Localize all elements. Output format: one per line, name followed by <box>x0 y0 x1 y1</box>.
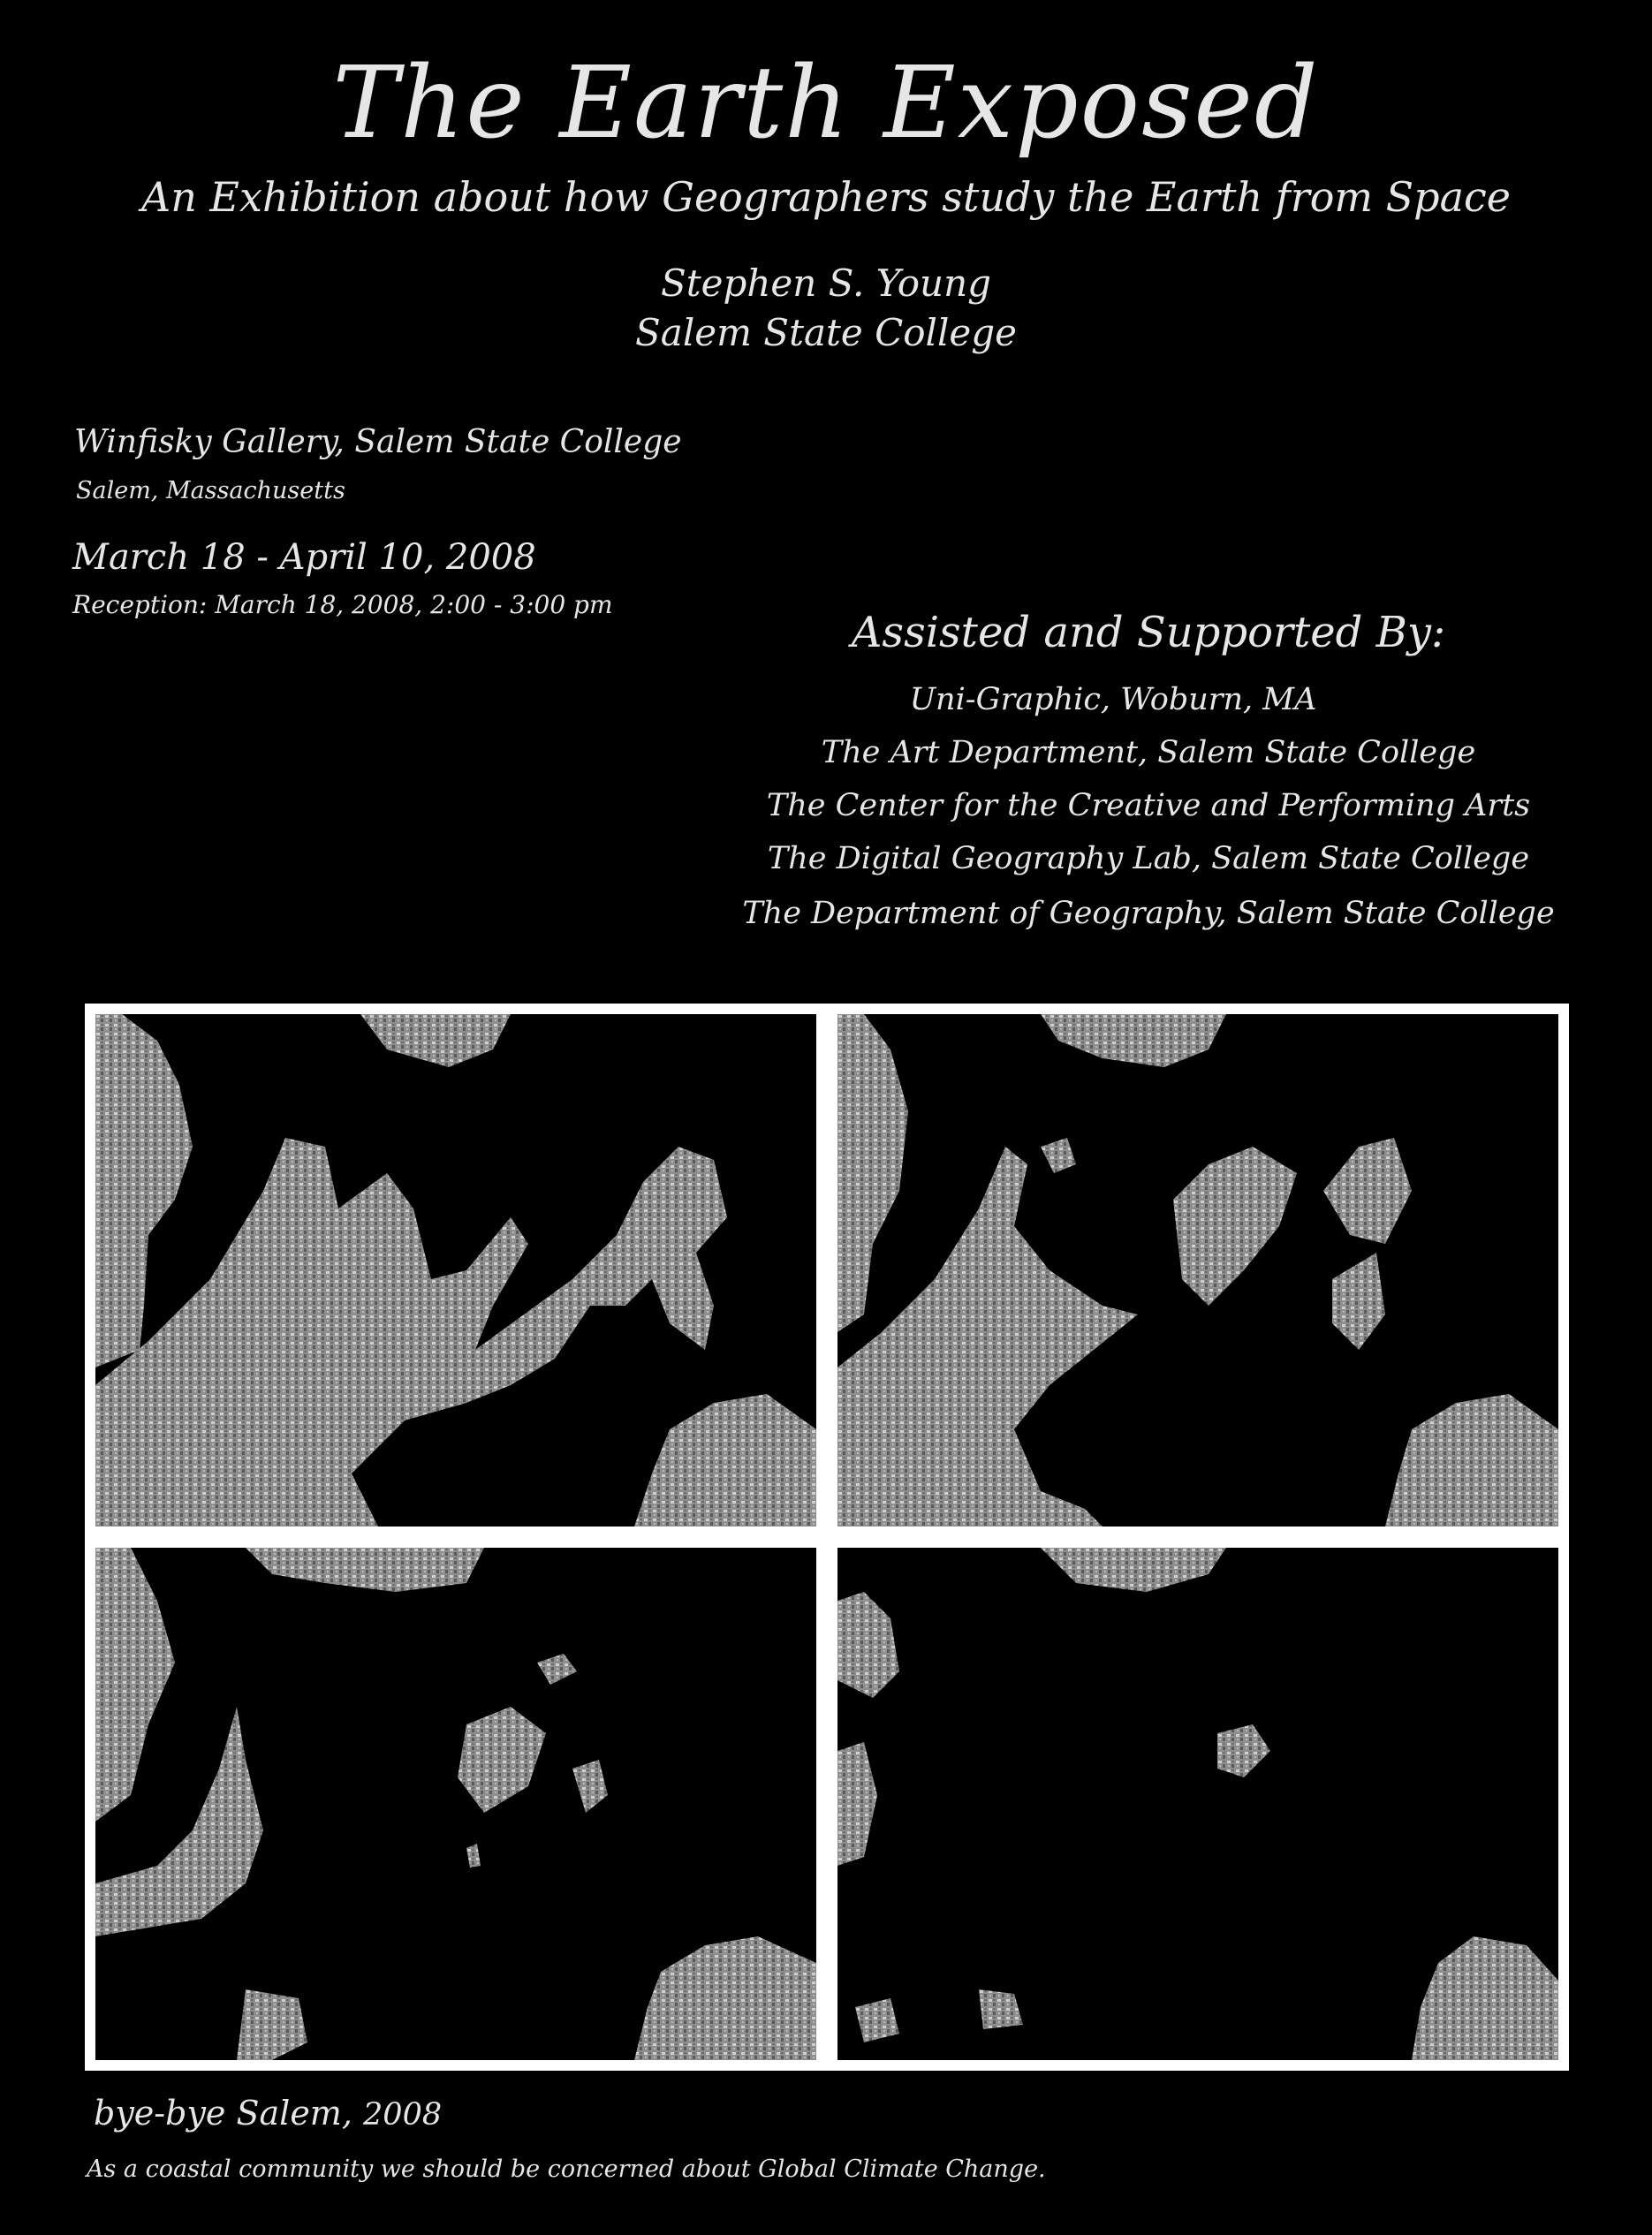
venue-gallery: Winfisky Gallery, Salem State College <box>74 424 682 460</box>
venue-city: Salem, Massachusetts <box>76 477 345 504</box>
supporters-heading: Assisted and Supported By: <box>851 608 1446 657</box>
supporter-item: Uni-Graphic, Woburn, MA <box>909 682 1317 717</box>
map-panel-3 <box>95 1548 816 2060</box>
map-panel-4 <box>837 1548 1558 2060</box>
climate-note: As a coastal community we should be concerned about Global Climate Change. <box>87 2155 1046 2183</box>
supporter-item: The Department of Geography, Salem State College <box>742 896 1555 931</box>
author-name: Stephen S. Young <box>660 261 992 305</box>
poster-subtitle: An Exhibition about how Geographers study the Earth from Space <box>140 173 1512 221</box>
supporter-item: The Digital Geography Lab, Salem State College <box>767 841 1530 876</box>
artwork-caption <box>94 2094 442 2133</box>
map-panel-2 <box>837 1014 1558 1527</box>
artwork-year: 2008 <box>363 2097 443 2133</box>
poster-title: The Earth Exposed <box>332 46 1320 161</box>
exhibition-dates: March 18 - April 10, 2008 <box>72 537 536 578</box>
map-panel-1 <box>95 1014 816 1527</box>
author-college: Salem State College <box>635 311 1017 354</box>
artwork-title: bye-bye Salem, <box>94 2094 352 2133</box>
reception-info: Reception: March 18, 2008, 2:00 - 3:00 pm <box>72 590 613 619</box>
map-panel-grid <box>85 1004 1569 2071</box>
supporter-item: The Center for the Creative and Performing Arts <box>766 788 1531 823</box>
supporter-item: The Art Department, Salem State College <box>821 735 1476 770</box>
